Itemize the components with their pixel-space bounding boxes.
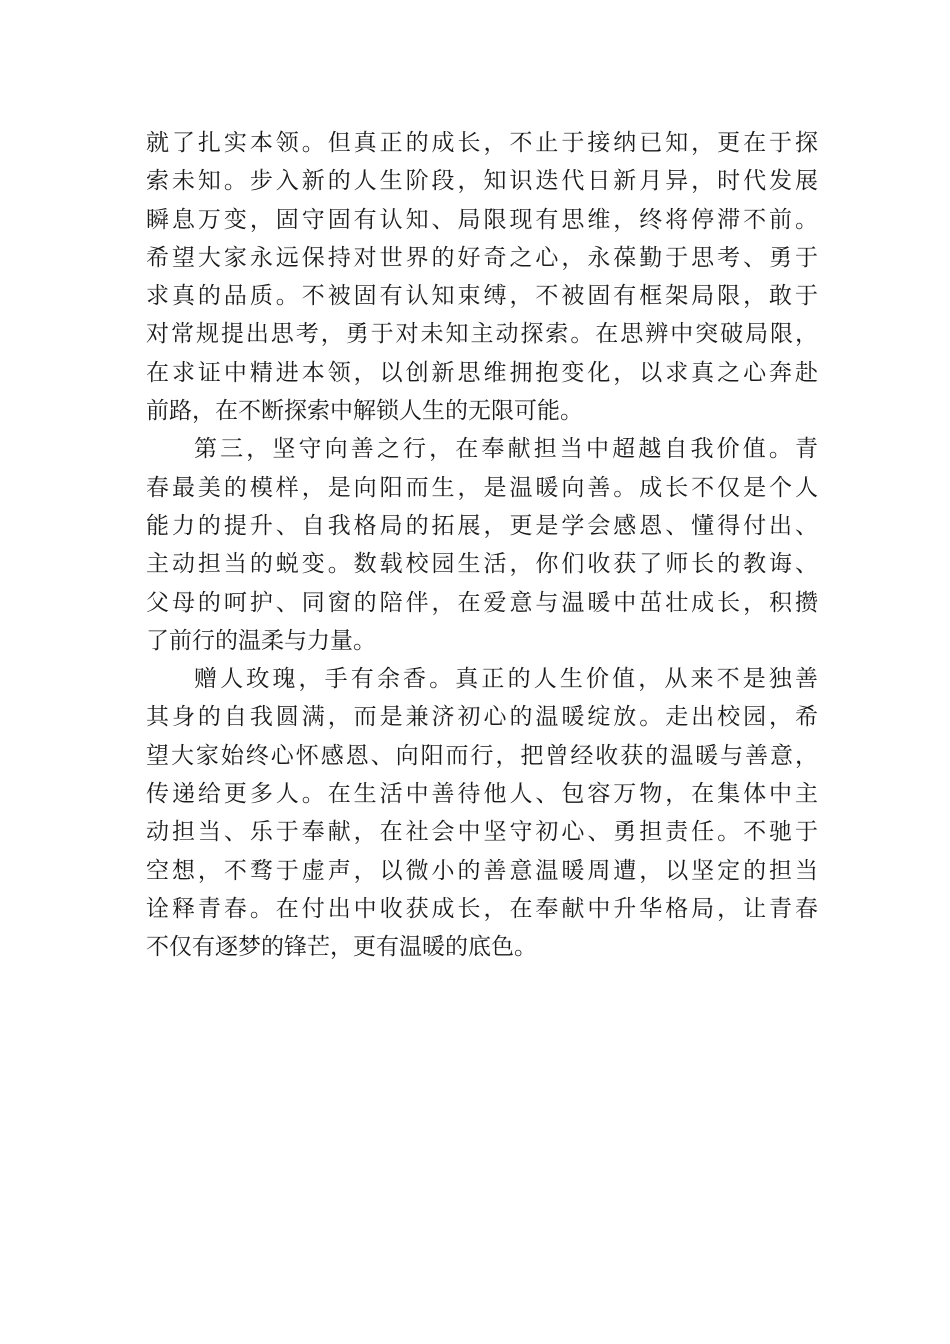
text-line: 主动担当的蜕变。数载校园生活，你们收获了师长的教诲、	[146, 551, 818, 578]
text-line: 赠人玫瑰，手有余香。真正的人生价值，从来不是独善	[194, 666, 818, 693]
text-line: 前路，在不断探索中解锁人生的无限可能。	[146, 398, 583, 425]
text-line: 诠释青春。在付出中收获成长，在奉献中升华格局，让青春	[146, 895, 818, 922]
text-line: 春最美的模样，是向阳而生，是温暖向善。成长不仅是个人	[146, 474, 818, 501]
text-line: 能力的提升、自我格局的拓展，更是学会感恩、懂得付出、	[146, 512, 818, 539]
text-line: 望大家始终心怀感恩、向阳而行，把曾经收获的温暖与善意，	[146, 742, 818, 769]
text-line: 对常规提出思考，勇于对未知主动探索。在思辨中突破局限，	[146, 321, 818, 348]
document-body	[146, 124, 818, 967]
paragraph-3	[146, 660, 818, 966]
text-line: 求真的品质。不被固有认知束缚，不被固有框架局限，敢于	[146, 283, 818, 310]
text-line: 第三，坚守向善之行，在奉献担当中超越自我价值。青	[194, 436, 818, 463]
paragraph-2	[146, 430, 818, 660]
text-line: 其身的自我圆满，而是兼济初心的温暖绽放。走出校园，希	[146, 704, 818, 731]
text-line: 就了扎实本领。但真正的成长，不止于接纳已知，更在于探	[146, 130, 818, 156]
text-line: 动担当、乐于奉献，在社会中坚守初心、勇担责任。不驰于	[146, 819, 818, 846]
text-line: 传递给更多人。在生活中善待他人、包容万物，在集体中主	[146, 781, 818, 808]
text-line: 索未知。步入新的人生阶段，知识迭代日新月异，时代发展	[146, 168, 818, 195]
text-line: 在求证中精进本领，以创新思维拥抱变化，以求真之心奔赴	[146, 359, 818, 386]
text-line: 不仅有逐梦的锋芒，更有温暖的底色。	[146, 934, 537, 961]
text-line: 希望大家永远保持对世界的好奇之心，永葆勤于思考、勇于	[146, 244, 818, 271]
text-line: 父母的呵护、同窗的陪伴，在爱意与温暖中茁壮成长，积攒	[146, 589, 818, 616]
text-line: 空想，不骛于虚声，以微小的善意温暖周遭，以坚定的担当	[146, 857, 818, 884]
text-line: 了前行的温柔与力量。	[146, 627, 376, 654]
paragraph-1	[146, 124, 818, 430]
text-line: 瞬息万变，固守固有认知、局限现有思维，终将停滞不前。	[146, 206, 818, 233]
